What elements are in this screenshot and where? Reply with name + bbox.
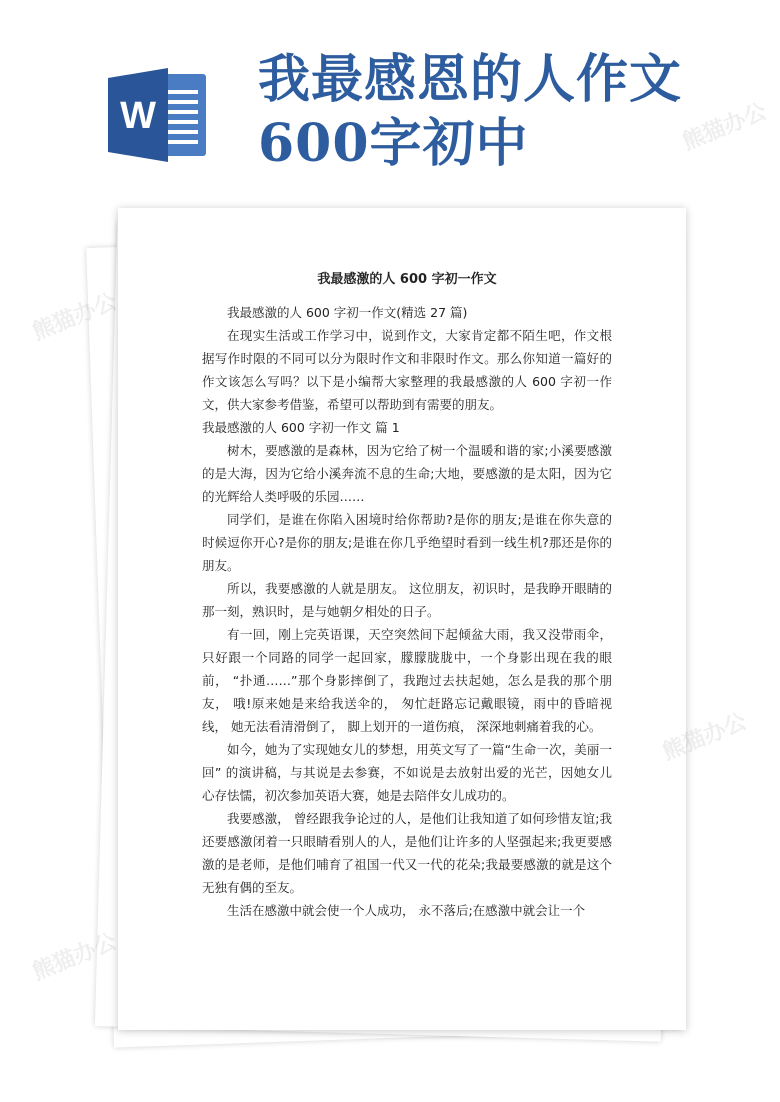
page-title-line1: 我最感恩的人作文 <box>258 49 683 110</box>
word-document-icon <box>108 68 208 162</box>
body-paragraph: 同学们，是谁在你陷入困境时给你帮助?是你的朋友;是谁在你失意的时候逗你开心?是你的朋友;是谁在你几乎绝望时看到一线生机?那还是你的朋友。 <box>202 512 612 573</box>
document-page <box>118 208 686 1030</box>
watermark-logo: 熊猫办公 <box>29 929 121 986</box>
section-heading: 我最感激的人 600 字初一作文 篇 1 <box>202 420 400 435</box>
page-title <box>258 48 758 176</box>
body-paragraph: 在现实生活或工作学习中，说到作文，大家肯定都不陌生吧，作文根据写作时限的不同可以分为限时作文和非限时作文。那么你知道一篇好的作文该怎么写吗？以下是小编帮大家整理的我最感激的人 600 字初一作文，供大家参考借鉴，希望可以帮助到有需要的朋友。 <box>202 328 612 412</box>
page-title-line2: 600字初中 <box>258 113 529 174</box>
watermark-logo: 熊猫办公 <box>679 99 771 156</box>
document-title: 我最感激的人 600 字初一作文 <box>317 272 497 287</box>
watermark-logo: 熊猫办公 <box>659 709 751 766</box>
body-paragraph: 有一回，刚上完英语课，天空突然间下起倾盆大雨，我又没带雨伞，只好跟一个同路的同学一起回家，朦朦胧胧中，一个身影出现在我的眼前， “扑通……”那个身影摔倒了，我跑过去扶起她，怎么是我的那个朋友， 哦!原来她是来给我送伞的， 匆忙赶路忘记戴眼镜，雨中的昏暗视线， 她无法看清滑倒了， 脚上划开的一道伤痕， 深深地刺痛着我的心。 <box>202 627 612 734</box>
body-paragraph: 如今，她为了实现她女儿的梦想，用英文写了一篇“生命一次，美丽一回” 的演讲稿，与其说是去参赛，不如说是去放射出爱的光芒，因她女儿心存怯懦，初次参加英语大赛，她是去陪伴女儿成功的。 <box>202 742 612 803</box>
document-content <box>202 268 612 922</box>
word-icon-letter: W <box>120 95 156 137</box>
document-body <box>202 301 612 922</box>
watermark-logo: 熊猫办公 <box>29 289 121 346</box>
header <box>0 0 780 200</box>
body-paragraph: 我最感激的人 600 字初一作文(精选 27 篇) <box>227 305 468 320</box>
body-paragraph: 生活在感激中就会使一个人成功， 永不落后;在感激中就会让一个 <box>227 903 586 918</box>
body-paragraph: 我要感激， 曾经跟我争论过的人，是他们让我知道了如何珍惜友谊;我还要感激闭着一只眼睛看别人的人，是他们让许多的人坚强起来;我更要感激的是老师，是他们哺育了祖国一代又一代的花朵;我最要感激的就是这个无独有偶的至友。 <box>202 811 612 895</box>
body-paragraph: 树木，要感激的是森林，因为它给了树一个温暖和谐的家;小溪要感激的是大海，因为它给小溪奔流不息的生命;大地，要感激的是太阳，因为它的光辉给人类呼吸的乐园…… <box>202 443 612 504</box>
body-paragraph: 所以，我要感激的人就是朋友。 这位朋友，初识时，是我睁开眼睛的那一刻，熟识时，是与她朝夕相处的日子。 <box>202 581 612 619</box>
